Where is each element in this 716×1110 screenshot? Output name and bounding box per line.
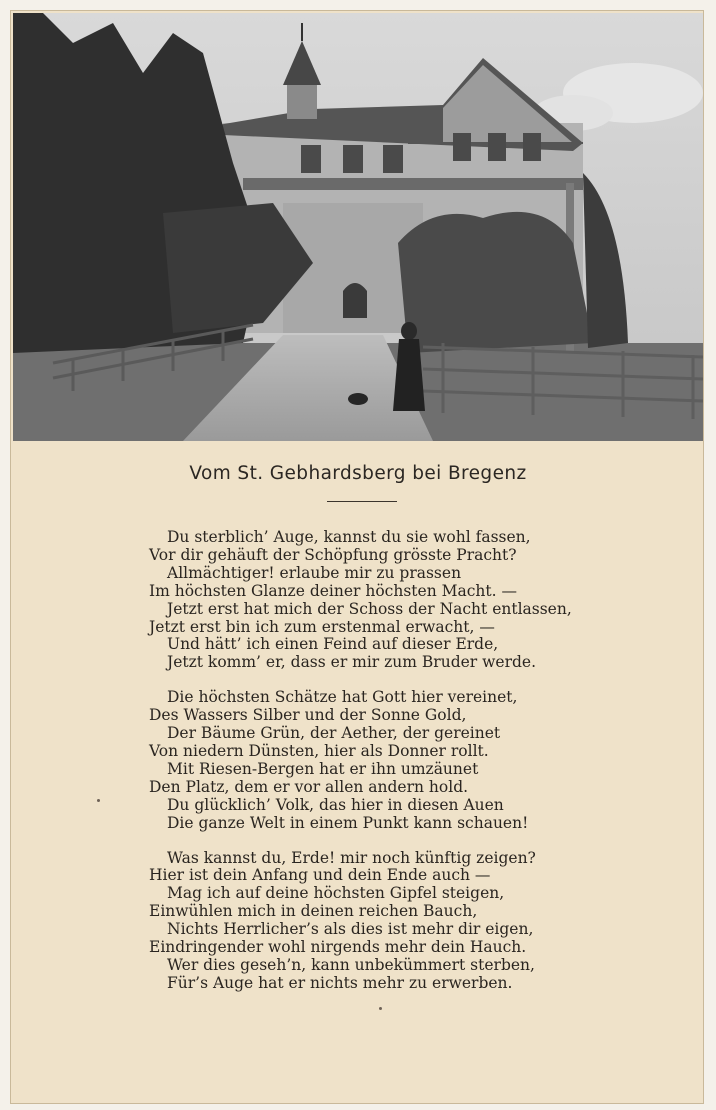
stanza bbox=[149, 850, 669, 993]
poem-line: Eindringender wohl nirgends mehr dein Hauch. bbox=[149, 938, 527, 957]
poem-line: Des Wassers Silber und der Sonne Gold, bbox=[149, 706, 467, 725]
poem-line: Mag ich auf deine höchsten Gipfel steigen, bbox=[167, 884, 505, 903]
photo-illustration bbox=[13, 13, 703, 441]
poem-line: Du glücklich’ Volk, das hier in diesen Auen bbox=[167, 795, 504, 814]
ink-speck bbox=[379, 1007, 382, 1010]
poem-line: Im höchsten Glanze deiner höchsten Macht. — bbox=[149, 581, 517, 600]
poem-line: Mit Riesen-Bergen hat er ihn umzäunet bbox=[167, 759, 479, 778]
photo-gebhardsberg bbox=[13, 13, 703, 441]
poem-line: Einwühlen mich in deinen reichen Bauch, bbox=[149, 902, 478, 921]
poem-line: Vor dir gehäuft der Schöpfung grösste Pracht? bbox=[149, 545, 517, 564]
stanza bbox=[149, 689, 669, 832]
poem-line: Für’s Auge hat er nichts mehr zu erwerben. bbox=[167, 973, 513, 992]
poem-line: Jetzt erst bin ich zum erstenmal erwacht, — bbox=[149, 617, 495, 636]
poem-line: Wer dies geseh’n, kann unbekümmert sterben, bbox=[167, 955, 535, 974]
poem bbox=[149, 529, 669, 1010]
poem-line: Die höchsten Schätze hat Gott hier vereinet, bbox=[167, 688, 518, 707]
poem-line: Hier ist dein Anfang und dein Ende auch — bbox=[149, 866, 491, 885]
poem-line: Du sterblich’ Auge, kannst du sie wohl fassen, bbox=[167, 528, 531, 546]
ink-speck bbox=[97, 799, 100, 802]
poem-line: Von niedern Dünsten, hier als Donner rollt. bbox=[149, 741, 489, 760]
stanza bbox=[149, 529, 669, 672]
postcard bbox=[10, 10, 704, 1104]
poem-line: Die ganze Welt in einem Punkt kann schauen! bbox=[167, 813, 529, 832]
poem-line: Der Bäume Grün, der Aether, der gereinet bbox=[167, 724, 501, 743]
poem-line: Nichts Herrlicher’s als dies ist mehr dir eigen, bbox=[167, 920, 534, 939]
title-divider bbox=[327, 501, 397, 502]
poem-line: Den Platz, dem er vor allen andern hold. bbox=[149, 777, 469, 796]
poem-line: Allmächtiger! erlaube mir zu prassen bbox=[167, 563, 462, 582]
poem-line: Und hätt’ ich einen Feind auf dieser Erde, bbox=[167, 635, 499, 654]
poem-line: Was kannst du, Erde! mir noch künftig zeigen? bbox=[167, 848, 536, 867]
postcard-title: Vom St. Gebhardsberg bei Bregenz bbox=[189, 463, 527, 484]
poem-line: Jetzt erst hat mich der Schoss der Nacht entlassen, bbox=[167, 599, 572, 618]
poem-line: Jetzt komm’ er, dass er mir zum Bruder werde. bbox=[167, 653, 537, 672]
